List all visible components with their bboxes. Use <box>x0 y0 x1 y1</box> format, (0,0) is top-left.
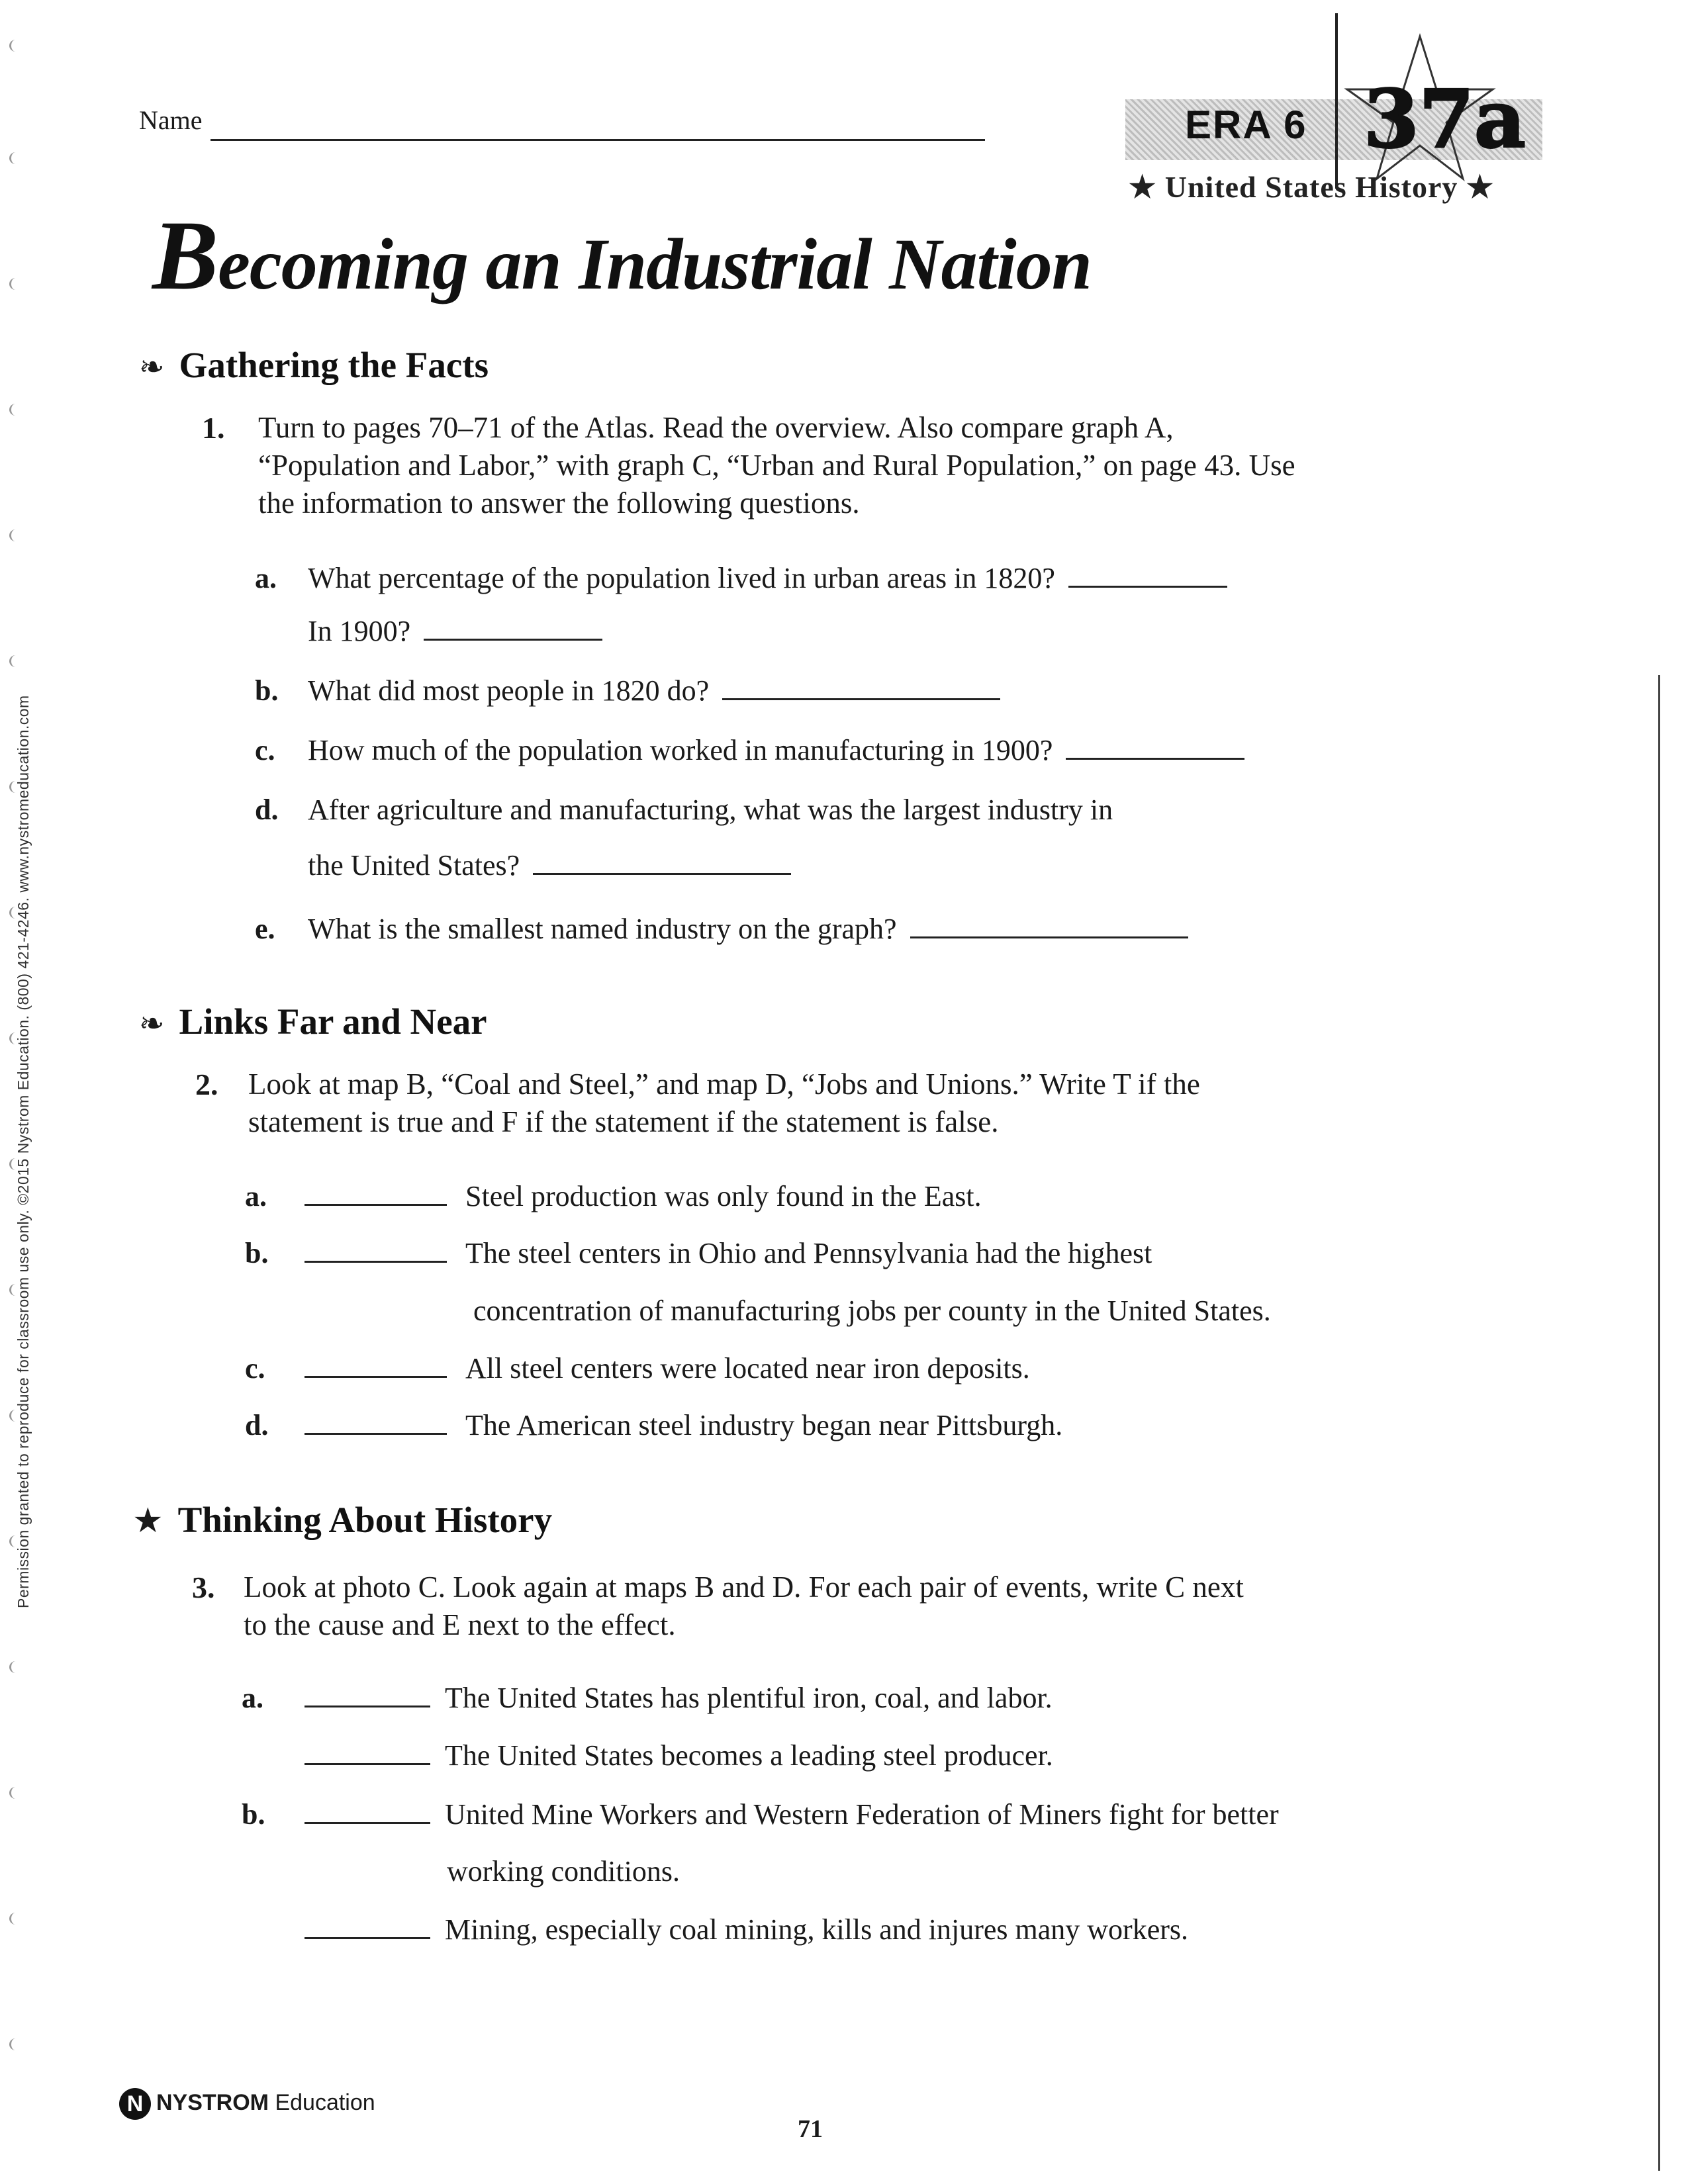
section-title: Gathering the Facts <box>179 345 489 385</box>
permission-notice: Permission granted to reproduce for classroom use only. ©2015 Nystrom Education. (800) 421-4246. www.nystromeducation.com <box>15 695 32 1608</box>
section-title: Thinking About History <box>177 1500 553 1540</box>
answer-line-3a-2[interactable] <box>305 1763 430 1765</box>
lesson-number: 37a <box>1364 73 1526 166</box>
leaf-icon: ❧ <box>139 349 165 385</box>
question-2-number: 2. <box>195 1068 218 1101</box>
item-3a: a. The United States has plentiful iron, coal, and labor. <box>242 1682 1053 1714</box>
question-2-text: Look at map B, “Coal and Steel,” and map D, “Jobs and Unions.” Write T if the statement is true and F if the statement if the statement is false. <box>248 1068 1200 1138</box>
question-3-number: 3. <box>192 1570 215 1604</box>
item-1a: a. What percentage of the population lived in urban areas in 1820? <box>255 561 1227 595</box>
name-field-line[interactable] <box>211 139 985 141</box>
publisher-logo: N NYSTROM Education <box>119 2088 375 2120</box>
item-3b: b. United Mine Workers and Western Federation of Miners fight for better <box>242 1798 1279 1831</box>
page-edge-rule <box>1658 675 1660 2171</box>
section-heading-links <box>139 1001 487 1042</box>
section-heading-gathering <box>139 344 489 386</box>
name-label: Name <box>139 105 203 135</box>
answer-line-3b-2[interactable] <box>305 1937 430 1939</box>
section-heading-thinking <box>132 1499 552 1541</box>
logo-icon: N <box>119 2088 151 2120</box>
item-1c: c. How much of the population worked in manufacturing in 1900? <box>255 733 1244 767</box>
item-2d: d. The American steel industry began near Pittsburgh. <box>245 1409 1063 1441</box>
item-2b: b. The steel centers in Ohio and Pennsylvania had the highest <box>245 1237 1152 1269</box>
item-2b-cont: concentration of manufacturing jobs per county in the United States. <box>473 1295 1271 1327</box>
answer-line-1a-1900[interactable] <box>424 639 602 641</box>
question-1-text: Turn to pages 70–71 of the Atlas. Read the overview. Also compare graph A, “Population and Labor,” with graph C, “Urban and Rural Population,” on page 43. Use the information to answer the following questions. <box>258 411 1295 520</box>
question-1-number: 1. <box>202 411 225 445</box>
answer-line-1b[interactable] <box>722 698 1000 700</box>
answer-line-2c[interactable] <box>305 1376 447 1378</box>
answer-line-1c[interactable] <box>1066 758 1244 760</box>
star-bullet-icon: ★ <box>132 1501 164 1541</box>
answer-line-2a[interactable] <box>305 1204 447 1206</box>
answer-line-3a-1[interactable] <box>305 1706 430 1707</box>
item-1a-cont: In 1900? <box>308 614 602 648</box>
title-initial: B <box>152 201 218 310</box>
item-1e: e. What is the smallest named industry on the graph? <box>255 912 1188 946</box>
answer-line-2d[interactable] <box>305 1433 447 1435</box>
era-label: ERA 6 <box>1185 103 1307 147</box>
title-rest: ecoming an Industrial Nation <box>218 224 1092 304</box>
answer-line-3b-1[interactable] <box>305 1822 430 1824</box>
item-3b-effect: Mining, especially coal mining, kills and injures many workers. <box>305 1913 1188 1946</box>
leaf-icon: ❧ <box>139 1005 165 1041</box>
answer-line-1d[interactable] <box>533 873 791 875</box>
page-title <box>152 199 1092 312</box>
question-3-text: Look at photo C. Look again at maps B and D. For each pair of events, write C next to the cause and E next to the effect. <box>244 1570 1244 1641</box>
item-3a-effect: The United States becomes a leading steel producer. <box>305 1739 1053 1772</box>
item-1d: d. After agriculture and manufacturing, what was the largest industry in <box>255 794 1113 826</box>
section-title: Links Far and Near <box>179 1001 487 1042</box>
item-3b-cont: working conditions. <box>447 1855 680 1888</box>
page-number: 71 <box>798 2115 823 2143</box>
subject-label: ★ United States History ★ <box>1129 170 1495 204</box>
item-1b: b. What did most people in 1820 do? <box>255 674 1000 707</box>
answer-line-2b[interactable] <box>305 1261 447 1263</box>
item-2c: c. All steel centers were located near iron deposits. <box>245 1352 1030 1385</box>
answer-line-1a-1820[interactable] <box>1068 586 1227 588</box>
item-1d-cont: the United States? <box>308 848 791 882</box>
item-2a: a. Steel production was only found in the East. <box>245 1180 982 1212</box>
answer-line-1e[interactable] <box>910 936 1188 938</box>
